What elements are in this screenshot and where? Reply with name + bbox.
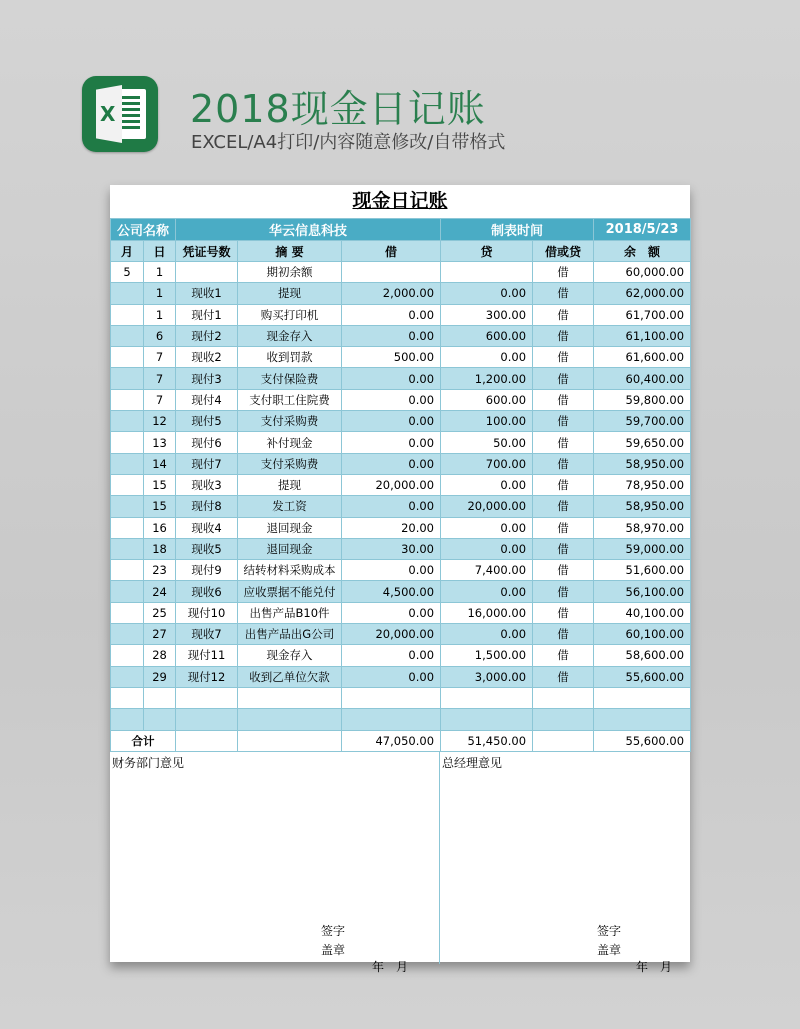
cell-debit[interactable]: 4,500.00 [342,581,441,602]
cell-balance[interactable]: 59,000.00 [594,538,691,559]
cell-credit[interactable] [441,262,533,283]
cell-month[interactable] [111,325,144,346]
cell-credit[interactable] [441,687,533,708]
cell-voucher[interactable]: 现付6 [176,432,238,453]
table-row [111,453,691,474]
cell-balance[interactable]: 58,950.00 [594,453,691,474]
table-row [111,645,691,666]
cell-direction[interactable]: 借 [533,538,594,559]
cell-direction[interactable]: 借 [533,453,594,474]
cell-voucher[interactable]: 现付5 [176,411,238,432]
cell-summary[interactable] [238,687,342,708]
cell-day[interactable]: 23 [144,560,176,581]
table-row [111,687,691,708]
sheet-title: 现金日记账 [352,190,448,212]
table-row [111,304,691,325]
cell-balance[interactable]: 51,600.00 [594,560,691,581]
table-row [111,411,691,432]
cell-day[interactable]: 7 [144,368,176,389]
cell-voucher[interactable]: 现付2 [176,325,238,346]
table-row [111,432,691,453]
date-label: 制表时间 [441,219,594,241]
cell-day[interactable]: 24 [144,581,176,602]
total-row [111,730,691,751]
cell-credit[interactable]: 0.00 [441,517,533,538]
cell-balance[interactable]: 78,950.00 [594,474,691,495]
cell-month[interactable] [111,645,144,666]
cell-voucher[interactable]: 现收2 [176,347,238,368]
column-header-debit: 借 [342,241,441,262]
cell-voucher[interactable]: 现收3 [176,474,238,495]
cell-credit[interactable]: 0.00 [441,538,533,559]
cell-direction[interactable]: 借 [533,262,594,283]
cell-balance[interactable]: 60,400.00 [594,368,691,389]
cell-month[interactable] [111,283,144,304]
cell-debit[interactable]: 0.00 [342,389,441,410]
cell-day[interactable]: 7 [144,347,176,368]
ledger-table [110,218,691,752]
total-balance[interactable]: 55,600.00 [594,730,691,751]
cell-summary[interactable]: 发工资 [238,496,342,517]
cell-voucher[interactable] [176,709,238,730]
year-month-label: 年 月 [372,959,409,974]
cell[interactable] [533,730,594,751]
cell-summary[interactable]: 结转材料采购成本 [238,560,342,581]
company-label: 公司名称 [111,219,176,241]
cell-credit[interactable]: 50.00 [441,432,533,453]
table-row [111,538,691,559]
cell-month[interactable] [111,709,144,730]
cell-summary[interactable]: 收到乙单位欠款 [238,666,342,687]
cell-day[interactable]: 7 [144,389,176,410]
cell-credit[interactable]: 600.00 [441,389,533,410]
cell-debit[interactable]: 20.00 [342,517,441,538]
cell-summary[interactable]: 期初余额 [238,262,342,283]
cell-month[interactable] [111,432,144,453]
cell-month[interactable] [111,581,144,602]
cell-balance[interactable]: 59,650.00 [594,432,691,453]
cell-direction[interactable]: 借 [533,581,594,602]
table-row [111,709,691,730]
cell-credit[interactable]: 20,000.00 [441,496,533,517]
cell-balance[interactable]: 61,600.00 [594,347,691,368]
cell-day[interactable] [144,687,176,708]
cell-debit[interactable]: 0.00 [342,325,441,346]
cell-debit[interactable]: 20,000.00 [342,624,441,645]
cell-day[interactable]: 18 [144,538,176,559]
cell-voucher[interactable]: 现付12 [176,666,238,687]
cell-month[interactable] [111,474,144,495]
cell-month[interactable] [111,411,144,432]
cell-day[interactable]: 16 [144,517,176,538]
cell-day[interactable]: 12 [144,411,176,432]
table-row [111,262,691,283]
cell-voucher[interactable]: 现收6 [176,581,238,602]
cell-direction[interactable]: 借 [533,474,594,495]
cell-debit[interactable] [342,262,441,283]
cell-day[interactable] [144,709,176,730]
cell-summary[interactable]: 出售产品出G公司 [238,624,342,645]
table-row [111,283,691,304]
finance-opinion-label: 财务部门意见 [112,755,185,770]
cell-balance[interactable]: 60,000.00 [594,262,691,283]
cell-voucher[interactable]: 现收5 [176,538,238,559]
column-header-summary: 摘 要 [238,241,342,262]
cell-month[interactable] [111,517,144,538]
column-header-month: 月 [111,241,144,262]
cell-month[interactable] [111,538,144,559]
cell-day[interactable]: 1 [144,304,176,325]
cell-month[interactable] [111,602,144,623]
cell-credit[interactable]: 1,500.00 [441,645,533,666]
table-row [111,389,691,410]
cell-day[interactable]: 29 [144,666,176,687]
column-header-row [111,241,691,262]
manager-opinion-label: 总经理意见 [442,755,503,770]
cell-debit[interactable]: 0.00 [342,304,441,325]
sign-label: 签字 [321,923,346,938]
cell-balance[interactable]: 61,100.00 [594,325,691,346]
cell[interactable] [176,730,238,751]
cell-month[interactable] [111,687,144,708]
column-header-day: 日 [144,241,176,262]
cell-summary[interactable]: 支付职工住院费 [238,389,342,410]
cell-voucher[interactable]: 现付9 [176,560,238,581]
cell-summary[interactable]: 提现 [238,283,342,304]
cell-voucher[interactable]: 现付10 [176,602,238,623]
ledger-sheet [110,185,690,974]
cell-debit[interactable]: 2,000.00 [342,283,441,304]
cell-month[interactable] [111,453,144,474]
seal-label: 盖章 [321,942,346,957]
cell-balance[interactable]: 60,100.00 [594,624,691,645]
cell-summary[interactable]: 现金存入 [238,645,342,666]
cell-credit[interactable]: 600.00 [441,325,533,346]
table-row [111,325,691,346]
cell-debit[interactable]: 0.00 [342,411,441,432]
cell-summary[interactable]: 现金存入 [238,325,342,346]
column-header-credit: 贷 [441,241,533,262]
cell-direction[interactable]: 借 [533,496,594,517]
cell-summary[interactable]: 应收票据不能兑付 [238,581,342,602]
finance-opinion[interactable] [110,752,440,974]
cell-direction[interactable]: 借 [533,432,594,453]
total-label: 合计 [111,730,176,751]
cell-direction[interactable]: 借 [533,666,594,687]
cell-debit[interactable] [342,709,441,730]
cell-debit[interactable]: 500.00 [342,347,441,368]
cell-direction[interactable]: 借 [533,411,594,432]
cell-credit[interactable]: 16,000.00 [441,602,533,623]
cell-direction[interactable]: 借 [533,560,594,581]
cell-month[interactable] [111,624,144,645]
cell-voucher[interactable] [176,262,238,283]
cell-balance[interactable]: 40,100.00 [594,602,691,623]
cell-debit[interactable]: 0.00 [342,602,441,623]
cell-month[interactable] [111,304,144,325]
cell[interactable] [238,730,342,751]
cell-day[interactable]: 1 [144,262,176,283]
cell-summary[interactable]: 支付采购费 [238,411,342,432]
cell-credit[interactable]: 1,200.00 [441,368,533,389]
table-row [111,624,691,645]
cell-direction[interactable]: 借 [533,517,594,538]
cell-summary[interactable]: 出售产品B10件 [238,602,342,623]
cell-credit[interactable]: 3,000.00 [441,666,533,687]
cell-credit[interactable]: 700.00 [441,453,533,474]
company-name[interactable]: 华云信息科技 [176,219,441,241]
cell-debit[interactable]: 0.00 [342,560,441,581]
cell-summary[interactable]: 收到罚款 [238,347,342,368]
cell-voucher[interactable] [176,687,238,708]
cell-month[interactable]: 5 [111,262,144,283]
seal-label: 盖章 [597,942,622,957]
cell-direction[interactable]: 借 [533,368,594,389]
table-row [111,581,691,602]
cell-direction[interactable]: 借 [533,347,594,368]
table-row [111,347,691,368]
cell-summary[interactable]: 购买打印机 [238,304,342,325]
cell-credit[interactable]: 0.00 [441,624,533,645]
cell-debit[interactable]: 0.00 [342,432,441,453]
cell-balance[interactable]: 58,970.00 [594,517,691,538]
cell-month[interactable] [111,560,144,581]
cell-credit[interactable]: 100.00 [441,411,533,432]
table-row [111,517,691,538]
cell-day[interactable]: 25 [144,602,176,623]
cell-credit[interactable]: 0.00 [441,283,533,304]
cell-balance[interactable] [594,687,691,708]
cell-voucher[interactable]: 现付3 [176,368,238,389]
cell-day[interactable]: 14 [144,453,176,474]
cell-summary[interactable]: 提现 [238,474,342,495]
table-row [111,496,691,517]
total-credit[interactable]: 51,450.00 [441,730,533,751]
cell-day[interactable]: 15 [144,474,176,495]
date-value[interactable]: 2018/5/23 [594,219,691,241]
cell-voucher[interactable]: 现付1 [176,304,238,325]
cell-voucher[interactable]: 现收1 [176,283,238,304]
cell-voucher[interactable]: 现付4 [176,389,238,410]
table-row [111,368,691,389]
cell-balance[interactable] [594,709,691,730]
company-row [111,219,691,241]
cell-direction[interactable]: 借 [533,304,594,325]
cell-debit[interactable]: 20,000.00 [342,474,441,495]
cell-balance[interactable]: 62,000.00 [594,283,691,304]
cell-direction[interactable]: 借 [533,389,594,410]
cell-summary[interactable]: 补付现金 [238,432,342,453]
cell-summary[interactable]: 退回现金 [238,538,342,559]
cell-summary[interactable] [238,709,342,730]
cell-credit[interactable] [441,709,533,730]
cell-day[interactable]: 27 [144,624,176,645]
cell-direction[interactable]: 借 [533,283,594,304]
cell-balance[interactable]: 55,600.00 [594,666,691,687]
cell-debit[interactable] [342,687,441,708]
cell-debit[interactable]: 0.00 [342,453,441,474]
cell-month[interactable] [111,347,144,368]
manager-opinion[interactable] [440,752,690,974]
sign-label: 签字 [597,923,622,938]
column-header-direction: 借或贷 [533,241,594,262]
cell-debit[interactable]: 30.00 [342,538,441,559]
cell-month[interactable] [111,666,144,687]
cell-voucher[interactable]: 现付11 [176,645,238,666]
cell-voucher[interactable]: 现付7 [176,453,238,474]
cell-voucher[interactable]: 现收4 [176,517,238,538]
cell-month[interactable] [111,368,144,389]
cell-balance[interactable]: 59,700.00 [594,411,691,432]
cell-debit[interactable]: 0.00 [342,645,441,666]
cell-credit[interactable]: 0.00 [441,347,533,368]
total-debit[interactable]: 47,050.00 [342,730,441,751]
column-header-balance: 余 额 [594,241,691,262]
page-subtitle: EXCEL/A4打印/内容随意修改/自带格式 [191,132,506,153]
cell-day[interactable]: 15 [144,496,176,517]
cell-day[interactable]: 13 [144,432,176,453]
table-row [111,602,691,623]
cell-month[interactable] [111,389,144,410]
cell-credit[interactable]: 0.00 [441,474,533,495]
cell-day[interactable]: 28 [144,645,176,666]
page-title: 2018现金日记账 [190,87,486,131]
cell-balance[interactable]: 61,700.00 [594,304,691,325]
year-month-label: 年 月 [636,959,673,974]
cell-summary[interactable]: 支付采购费 [238,453,342,474]
cell-direction[interactable]: 借 [533,602,594,623]
cell-credit[interactable]: 0.00 [441,581,533,602]
cell-direction[interactable]: 借 [533,624,594,645]
cell-direction[interactable]: 借 [533,645,594,666]
cell-summary[interactable]: 退回现金 [238,517,342,538]
cell-month[interactable] [111,496,144,517]
cell-credit[interactable]: 300.00 [441,304,533,325]
cell-direction[interactable] [533,709,594,730]
cell-balance[interactable]: 58,600.00 [594,645,691,666]
cell-credit[interactable]: 7,400.00 [441,560,533,581]
excel-logo-icon: X [82,76,158,152]
table-row [111,560,691,581]
cell-summary[interactable]: 支付保险费 [238,368,342,389]
cell-balance[interactable]: 56,100.00 [594,581,691,602]
column-header-voucher: 凭证号数 [176,241,238,262]
cell-day[interactable]: 6 [144,325,176,346]
cell-debit[interactable]: 0.00 [342,666,441,687]
table-row [111,474,691,495]
cell-debit[interactable]: 0.00 [342,368,441,389]
cell-voucher[interactable]: 现收7 [176,624,238,645]
cell-voucher[interactable]: 现付8 [176,496,238,517]
cell-direction[interactable]: 借 [533,325,594,346]
cell-balance[interactable]: 59,800.00 [594,389,691,410]
cell-day[interactable]: 1 [144,283,176,304]
opinion-section [110,752,690,974]
cell-debit[interactable]: 0.00 [342,496,441,517]
table-row [111,666,691,687]
cell-balance[interactable]: 58,950.00 [594,496,691,517]
cell-direction[interactable] [533,687,594,708]
